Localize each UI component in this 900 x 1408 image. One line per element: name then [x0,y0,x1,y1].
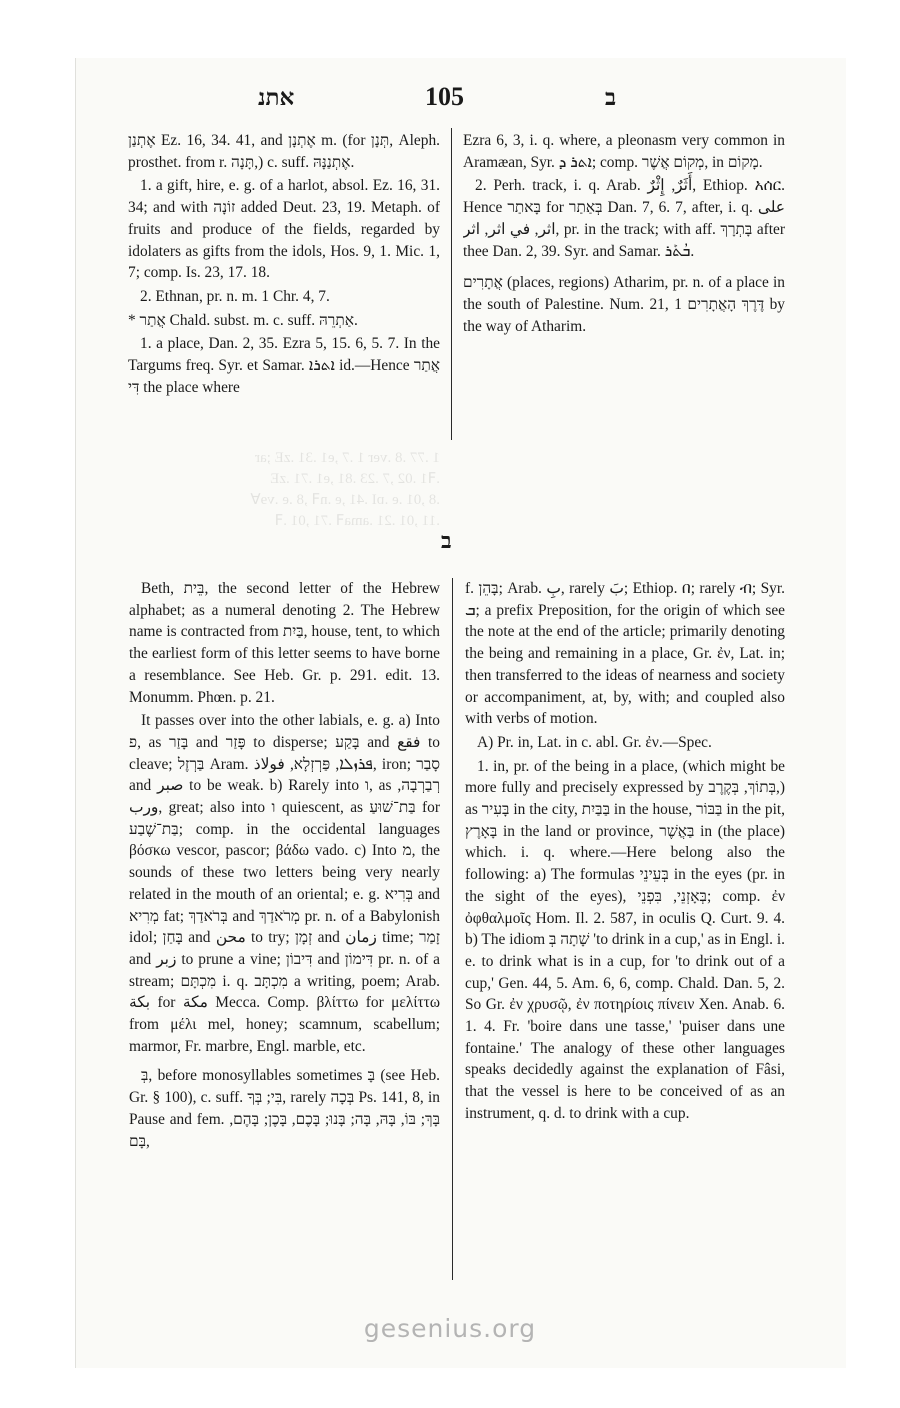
header-letter: ב [605,84,617,111]
entry-be-continued: f. בָּהֵן; Arab. بِ, rarely بَ; Ethiop. በ; rarely ብ; Syr. ܒ; a prefix Preposition, for the origin of which see the note at the end of the article; primarily denoting the being and remaining in a place, Gr. ἐν, Lat. in; then transferred to the ideas of nearness and society or accompaniment, at, by, with; and coupled also with verbs of motion. [465,580,785,728]
column-bottom-left [129,578,440,1288]
column-divider-bottom [452,578,453,1280]
entry-athar-sense-1: 1. a place, Dan. 2, 35. Ezra 5, 15. 6, 5. 7. In the Targums freq. Syr. et Samar. ܐܬܪܐ id.—Hence אֲתַר דִּי the place where [128,335,440,396]
entry-be-prefix: בְּ, before monosyllables sometimes בָּ (see Heb. Gr. § 100), c. suff. בִּי; בְּךָ, rarely בְּכָה Ps. 141, 8, in Pause and fem. בָּךְ; בּוֹ, בָּהּ, בָּה; בָּנוּ; בָּכֶם, בָּכֶן; בָּהֶם, בָּם, [129,1067,440,1150]
entry-beth-labials: It passes over into the other labials, e. g. a) Into פ, as בָּזַר and פָּזַר to disperse; בָּקַע and فقع to cleave; בַּרְזֶל Aram. ܦܪܙܠܐ, פַּרְזְלָא, فولاذ, iron; סָבַר and صبر to be weak. b) Rarely into ו, as רְבַרְבָה, ورب, great; also into ו quiescent, as בַּת־שׁוּעַ for בַּת־שֶׁבַע; comp. in the occidental languages βόσκω vescor, pascor; βάδω vado. c) Into מ, the sounds of these two letters being very nearly related in the mouth of an oriental; e. g. בְּרִיא and מְרִיא fat; בְּרֹאדַךְ and מְרֹאדַךְ pr. n. of a Babylonish idol; בָּחַן and محن to try; זְמָן and زمان time; זָמַר and زبر to prune a vine; דִּיבוֹן and דִּימוֹן pr. n. of a stream; מִכְתָּם i. q. מִכְתָּב a writing, poem; Arab. بكة for مكة Mecca. Comp. βλίττω for μελίττω from μέλι mel, honey; scamnum, scabellum; marmor, Fr. marbre, Engl. marble, etc. [129,712,440,1055]
entry-ethnan-head: אֶתְנַן Ez. 16, 34. 41, and אֶתְנָן m. (for תְּנָן, Aleph. prosthet. from r. תָּנָה,) c. suff. אֶתְנַנָּהּ. [128,132,440,171]
page-number: 105 [425,82,464,111]
entry-be-sense-1: 1. in, pr. of the being in a place, (which might be more fully and precisely expressed by בְּתוֹךְ, בְּקֶרֶב,) as בָּעִיר in the city, בַּבַּיִת in the house, בַּבּוֹר in the pit, בָּאָרֶץ in the land or province, בַּאֲשֶׁר in (the place) which. i. q. where.—Here belong also the following: a) The formulas בְּעֵינֵי in the eyes (pr. in the sight of the eyes), בְּאָזְנֵי, בִּפְנֵי; comp. ἐν ὀφθαλμοῖς Hom. Il. 2. 587, in oculis Q. Curt. 9. 4. b) The idiom שָׁתָה בְּ 'to drink in a cup,' as in Engl. i. e. to drink what is in a cup, for 'to drink out of a cup,' Gen. 44, 5. Am. 6, 6, comp. Chald. Dan. 5, 2. So Gr. ἐν χρυσῷ, ἐν ποτηρίοις πίνειν Xen. Anab. 6. 1. 4. Fr. 'boire dans une tasse,' 'puiser dans une fontaine.' The analogy of these other languages speaks decidedly against the explanation of Fâsi, that the vessel is here to be conceived of as an instrument, q. d. to drink with a cup. [465,757,785,1122]
section-letter-beth: ב [441,528,452,554]
entry-atharim: אֲתָרִים (places, regions) Atharim, pr. n. of a place in the south of Palestine. Num. 21, 1 דֶּרֶךְ הָאֲתָרִים by the way of Atharim. [463,274,785,335]
column-top-right [463,130,785,448]
entry-ethnan-sense-1: 1. a gift, hire, e. g. of a harlot, absol. Ez. 16, 31. 34; and with זוֹנָה added Deut. 23, 19. Metaph. of fruits and produce of the fields, regarded by idolaters as gifts from the idols, Hos. 9, 1. Mic. 1, 7; comp. Is. 23, 17. 18. [128,177,440,282]
column-divider-top [451,128,452,440]
site-watermark: gesenius.org [363,1314,537,1343]
entry-beth-intro: Beth, בֵּית, the second letter of the Hebrew alphabet; as a numeral denoting 2. The Hebrew name is contracted from בַּיִת, house, tent, to which the earliest form of this letter seems to have borne a resemblance. See Heb. Gr. p. 291. edit. 13. Monumm. Phœn. p. 21. [129,580,440,706]
entry-athar-continued: Ezra 6, 3, i. q. where, a pleonasm very common in Aramæan, Syr. ܐܬܪ ܕ; comp. מְקוֹם אֲשֶׁר, in מָקוֹם. [463,132,785,171]
entry-athar-sense-2: 2. Perh. track, i. q. Arab. أَثَرٌ, إِثْرٌ, Ethiop. አሰር. Hence בָּאתַר for בְּאַתַר Dan. 7, 6. 7, after, i. q. على اثر, في اثر, اثر, pr. in the track; with aff. בָּתְרָךְ after thee Dan. 2, 39. Syr. and Samar. ܒܳܬܰܪ. [463,177,785,260]
entry-be-section-a: A) Pr. in, Lat. in c. abl. Gr. ἐν.—Spec. [477,733,712,751]
column-bottom-right [465,578,785,1288]
header-headword: אתנ [258,84,295,111]
entry-athar-head: * אֲתַר Chald. subst. m. c. suff. אַתְרֵהּ. [128,311,358,329]
bleed-through-text: 1 .77 .8 .ver 1 .7 ,e1 .31 .zE ;ar .ꟻ1 .02 ,7 .23 .81 ,e1 .71 .zE .8 ,01 .e .ɒI .41 ,e .nꟻ ,8 .e .vɘⱯ .11 ,01 .21 .amaꟻ .71 ,01 .ꟻ [250,450,440,529]
column-top-left [128,130,440,442]
entry-ethnan-sense-2: 2. Ethnan, pr. n. m. 1 Chr. 4, 7. [140,287,330,305]
